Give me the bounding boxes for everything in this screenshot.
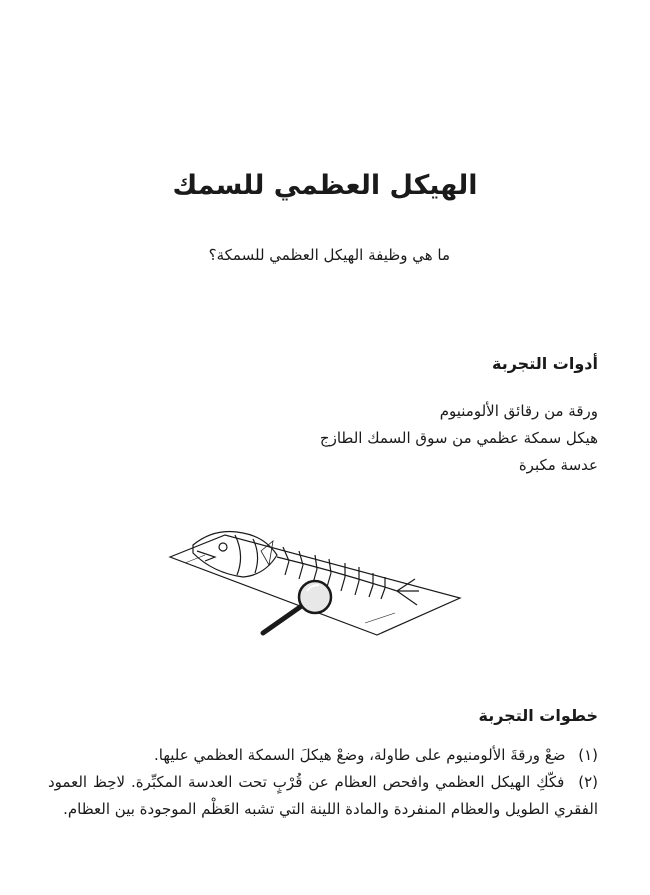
page-title: الهيكل العظمي للسمك [172, 170, 478, 201]
guiding-question: ما هي وظيفة الهيكل العظمي للسمكة؟ [208, 246, 450, 264]
material-item: ورقة من رقائق الألومنيوم [439, 402, 598, 420]
step-number: (١) [578, 746, 598, 764]
step-text: فكّكِ الهيكل العظمي وافحص العظام عن قُرْبٍ تحت العدسة المكبِّرة. لاحِظ العمود الفقري الطويل والعظام المنفردة والمادة اللينة التي تشبه العَظْم الموجودة بين العظام. [48, 773, 598, 818]
experiment-illustration [165, 505, 485, 655]
material-item: هيكل سمكة عظمي من سوق السمك الطازج [319, 429, 598, 447]
step-text: ضعْ ورقةَ الألومنيوم على طاولة، وضعْ هيكلَ السمكة العظمي عليها. [154, 746, 566, 764]
materials-heading: أدوات التجربة [492, 354, 598, 373]
material-item: عدسة مكبرة [518, 456, 598, 474]
step-item [48, 769, 598, 823]
step-number: (٢) [578, 773, 598, 791]
steps-list [48, 742, 598, 823]
steps-heading: خطوات التجربة [478, 706, 598, 725]
materials-list [320, 398, 598, 479]
step-item [48, 742, 598, 769]
